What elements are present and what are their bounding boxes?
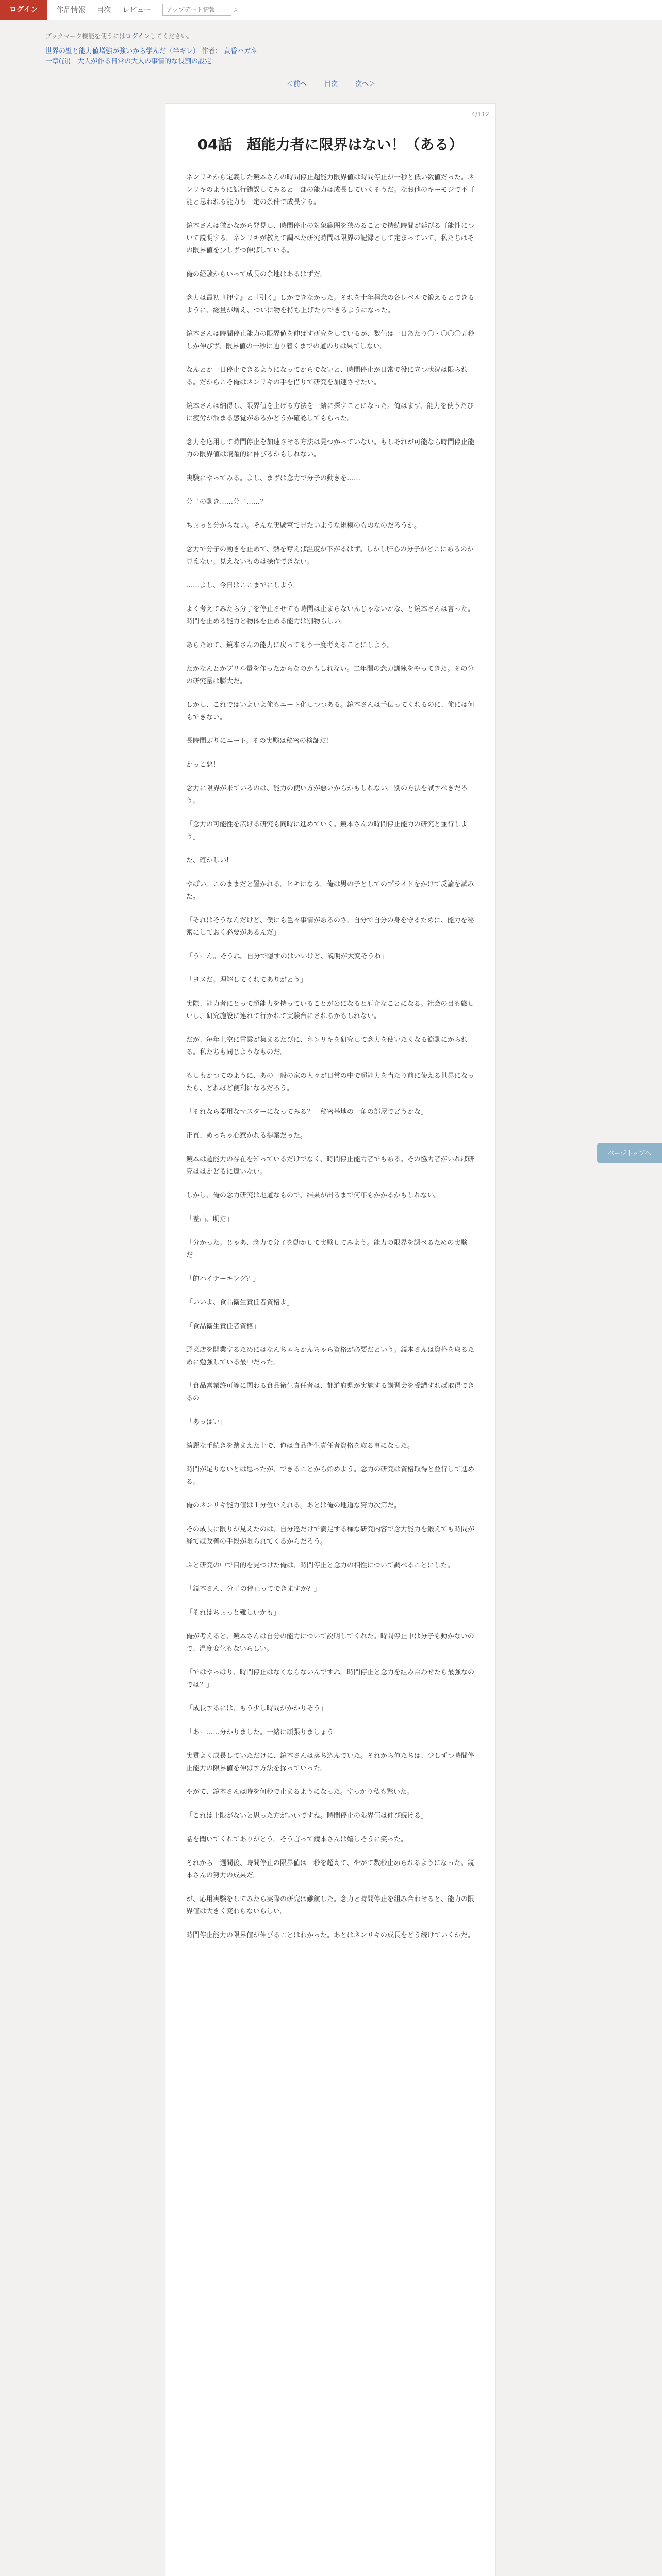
next-link[interactable]: 次へ＞ — [355, 80, 376, 88]
paragraph: 俺のネンリキ能力値は１分位いえれる。あとは俺の地道な努力次第だ。 — [186, 1502, 401, 1510]
paragraph: た、確かしい! — [186, 857, 229, 865]
paragraph: 綺麗な手続きを踏まえた上で、俺は食品衛生責任者資格を取る事になった。 — [186, 1442, 414, 1450]
paragraph: ふと研究の中で目的を見つけた俺は、時間停止と念力の相性について調べることにした。 — [186, 1562, 454, 1569]
paragraph: たかなんとかブリル量を作ったからなのかもしれない。二年間の念力訓練をやってきた。その分の研究量は膨大だ。 — [186, 665, 474, 685]
paragraph: 鏡本さんは微かながら発見し、時間停止の対象範囲を狭めることで持続時間が延びる可能性について説明する。ネンリキが教えて調べた研究時間は限界の記録として定まっていて、私たちはその限界値を少しずつ伸ばしている。 — [186, 222, 474, 255]
paragraph: 「それはそうなんだけど、僕にも色々事情があるのさ。自分で自分の身を守るために、能力を秘密にしておく必要があるんだ」 — [186, 917, 474, 937]
paragraph: だが、毎年上空に雷雲が集まるたびに、ネンリキを研究して念力を使いたくなる衝動にかられる。私たちも同じようなものだ。 — [186, 1036, 468, 1056]
paragraph: 「これは上限がないと思った方がいいですね。時間停止の限界値は伸び続ける」 — [186, 1812, 428, 1820]
paragraph: 「うーん。そうね。自分で隠すのはいいけど、説明が大変そうね」 — [186, 953, 388, 960]
page-number: 4/112 — [471, 111, 489, 118]
paragraph: よく考えてみたら分子を停止させても時間は止まらないんじゃないかな、と鏡本さんは言った。時間を止める能力と物体を止める能力は別物らしい。 — [186, 605, 475, 625]
search-icon[interactable]: ⌕ — [234, 6, 238, 14]
top-bar — [0, 0, 662, 20]
paragraph: 「差出、明だ」 — [186, 1215, 234, 1223]
paragraph: なんとか一日停止できるようになってからでないと、時間停止が日常で役に立つ状況は限られる。だからこそ俺はネンリキの手を借りて研究を加速させたい。 — [186, 366, 468, 386]
paragraph: 「鏡本さん、分子の停止ってできますか？」 — [186, 1585, 321, 1593]
paragraph: しかし、俺の念力研究は地道なもので、結果が出るまで何年もかかるかもしれない。 — [186, 1192, 441, 1199]
paragraph: 「それなら器用なマスターになってみる？ 秘密基地の一角の部屋でどうかな」 — [186, 1108, 428, 1116]
top-pager — [0, 78, 662, 88]
notice-text: ブックマーク機能を使うには — [45, 32, 126, 40]
author-label: 作者： — [202, 47, 222, 55]
paragraph: 正直、めっちゃ心惹かれる提案だった。 — [186, 1132, 307, 1140]
paragraph: 念力に限界が来ているのは、能力の使い方が悪いからかもしれない。別の方法を試すべきだろう。 — [186, 785, 468, 805]
paragraph: ネンリキから定義した鏡本さんの時間停止超能力限界値は時間停止が一秒と低い数値だった。ネンリキのように試行錯誤してみると一部の能力は成長していくそうだ。なお他のキーモジで不可能と思われる能力も一定の条件で成長する。 — [186, 174, 475, 206]
paragraph: 「食品衛生責任者資格」 — [186, 1323, 260, 1330]
paragraph: 鏡本は超能力の存在を知っているだけでなく、時間停止能力者でもある。その協力者がいれば研究ははかどるに違いない。 — [186, 1156, 474, 1176]
paragraph: あらためて、鏡本さんの能力に戻ってもう一度考えることにしよう。 — [186, 641, 394, 649]
paragraph: ……よし、今日はここまでにしよう。 — [186, 582, 301, 589]
paragraph: 時間が足りないとは思ったが、できることから始めよう。念力の研究は資格取得と並行して進める。 — [186, 1466, 475, 1486]
paragraph: その成長に限りが見えたのは、自分達だけで満足する様な研究内容で念力能力を鍛えても時間が経てば改善の手段が限られてくるからだろう。 — [186, 1526, 475, 1546]
paragraph: 実験にやってみる。よし、まずは念力で分子の動きを…… — [186, 474, 361, 482]
paragraph: 鏡本さんは時間停止能力の限界値を伸ばす研究をしているが、数値は一日あたり〇・〇〇〇五秒しか伸びず、限界値の一秒に辿り着くまでの道のりは果てしない。 — [186, 330, 475, 350]
paragraph: 「ヨメだ。理解してくれてありがとう」 — [186, 976, 307, 984]
paragraph: 時間停止能力の限界値が伸びることはわかった。あとはネンリキの成長をどう続けていくかだ。 — [186, 1931, 475, 1939]
notice-suffix: してください。 — [150, 32, 193, 40]
paragraph: が、応用実験をしてみたら実際の研究は難航した。念力と時間停止を組み合わせると、能力の限界値は大きく変わらないらしい。 — [186, 1895, 475, 1916]
paragraph: 「あー……分かりました。一緒に頑張りましょう」 — [186, 1728, 341, 1736]
series-title-link[interactable]: 世界の壁と能力値増強が強いから学んだ（半ギレ） — [45, 47, 200, 55]
work-meta — [45, 46, 662, 67]
paragraph: やがて、鏡本さんは時を何秒で止まるようになった。すっかり私も驚いた。 — [186, 1788, 413, 1796]
author-link[interactable]: 黄昏ハガネ — [224, 47, 258, 55]
paragraph: 話を聞いてくれてありがとう。そう言って鏡本さんは嬉しそうに笑った。 — [186, 1836, 408, 1843]
paragraph: 「それはちょっと難しいかも」 — [186, 1609, 280, 1617]
paragraph: 「ではやっぱり、時間停止はなくならないんですね。時間停止と念力を組み合わせたら最強なのでは？」 — [186, 1669, 475, 1689]
notice-login-link[interactable]: ログイン — [125, 32, 150, 40]
chapter-body-card — [165, 103, 496, 2576]
search-box — [162, 4, 238, 16]
paragraph: 「念力の可能性を広げる研究も同時に進めていく。鏡本さんの時間停止能力の研究と並行しよう」 — [186, 821, 468, 841]
nav-item-work-info[interactable]: 作品情報 — [56, 6, 86, 14]
paragraph: 野菜店を開業するためにはなんちゃらかんちゃら資格が必要だという。鏡本さんは資格を取るために勉強している最中だった。 — [186, 1346, 475, 1366]
top-nav — [56, 5, 151, 15]
paragraph: 俺の経験からいって成長の余地はあるはずだ。 — [186, 270, 327, 278]
nav-item-toc[interactable]: 目次 — [96, 6, 111, 14]
toc-link[interactable]: 目次 — [324, 80, 338, 88]
paragraph: 長時間ぶりにニート。その実験は秘密の検証だ！ — [186, 737, 333, 745]
prev-link[interactable]: ＜前へ — [286, 80, 307, 88]
paragraph: 分子の動き……分子……？ — [186, 498, 267, 506]
paragraph: ちょっと分からない。そんな実験室で見たいような規模のものなのだろうか。 — [186, 522, 421, 530]
paragraph: 実質よく成長していただけに、鏡本さんは落ち込んでいた。それから俺たちは、少しずつ時間停止能力の限界値を伸ばす方法を探っていった。 — [186, 1752, 475, 1772]
paragraph: 念力を応用して時間停止を加速させる方法は見つかっていない。もしそれが可能なら時間停止能力の限界値は飛躍的に伸びるかもしれない。 — [186, 438, 475, 459]
paragraph: かっこ悪！ — [186, 761, 220, 769]
paragraph: 鏡本さんは納得し、限界値を上げる方法を一緒に探すことになった。俺はまず、能力を使うたびに疲労が溜まる感覚があるかどうか確認してもらった。 — [186, 402, 474, 422]
paragraph: 「いいよ、食品衛生責任者資格よ」 — [186, 1299, 294, 1307]
paragraph: 「的ハイテーキング？」 — [186, 1275, 260, 1283]
paragraph: 念力は最初『押す』と『引く』しかできなかった。それを十年程念の各レベルで鍛えるとできるように、総量が増え、ついに物を持ち上げたりできるようになった。 — [186, 294, 475, 314]
paragraph: 「食品営業許可等に関わる食品衛生責任者は、都道府県が実施する講習会を受講すれば取得できるの」 — [186, 1382, 475, 1402]
paragraph: 「あっはい」 — [186, 1418, 226, 1426]
bookmark-notice — [45, 31, 662, 40]
search-input[interactable] — [162, 4, 231, 16]
paragraph: もしもかつてのように、あの一般の家の人々が日常の中で超能力を当たり前に使える世界になったら、どれほど便利になるだろう。 — [186, 1072, 475, 1092]
paragraph: 俺が考えると、鏡本さんは自分の能力について説明してくれた。時間停止中は分子も動かないので、温度変化もないらしい。 — [186, 1633, 474, 1653]
paragraph: 「分かった。じゃあ、念力で分子を動かして実験してみよう。能力の限界を調べるための実験だ」 — [186, 1239, 468, 1259]
paragraph: 実際、能力者にとって超能力を持っていることが公になると厄介なことになる。社会の目も厳しいし、研究施設に連れて行かれて実験台にされるかもしれない。 — [186, 1000, 474, 1020]
nav-item-review[interactable]: レビュー — [122, 6, 152, 14]
paragraph: やばい。このままだと置かれる。ヒキになる。俺は男の子としてのプライドをかけて反論を試みた。 — [186, 880, 474, 901]
paragraph: 念力で分子の動きを止めて、熱を奪えば温度が下がるはず。しかし肝心の分子がどこにあるのか見えない。見えないものは操作できない。 — [186, 546, 474, 566]
paragraph: それから一週間後、時間停止の限界値は一秒を超えて、やがて数秒止められるようになった。鏡本さんの努力の成果だ。 — [186, 1859, 474, 1879]
paragraph: 「成長するには、もう少し時間がかかりそう」 — [186, 1705, 327, 1713]
chapter-title: 04話 超能力者に限界はない！（ある） — [197, 136, 464, 153]
page-top-button[interactable]: ページトップへ — [597, 1143, 662, 1163]
chapter-text — [166, 172, 495, 1942]
chapter-path: 一章(前) 大人が作る日常の大人の事情的な役割の設定 — [45, 58, 212, 65]
paragraph: しかし、これではいよいよ俺もニート化しつつある。鏡本さんは手伝ってくれるのに、俺には何もできない。 — [186, 701, 475, 721]
login-button[interactable]: ログイン — [0, 0, 47, 20]
